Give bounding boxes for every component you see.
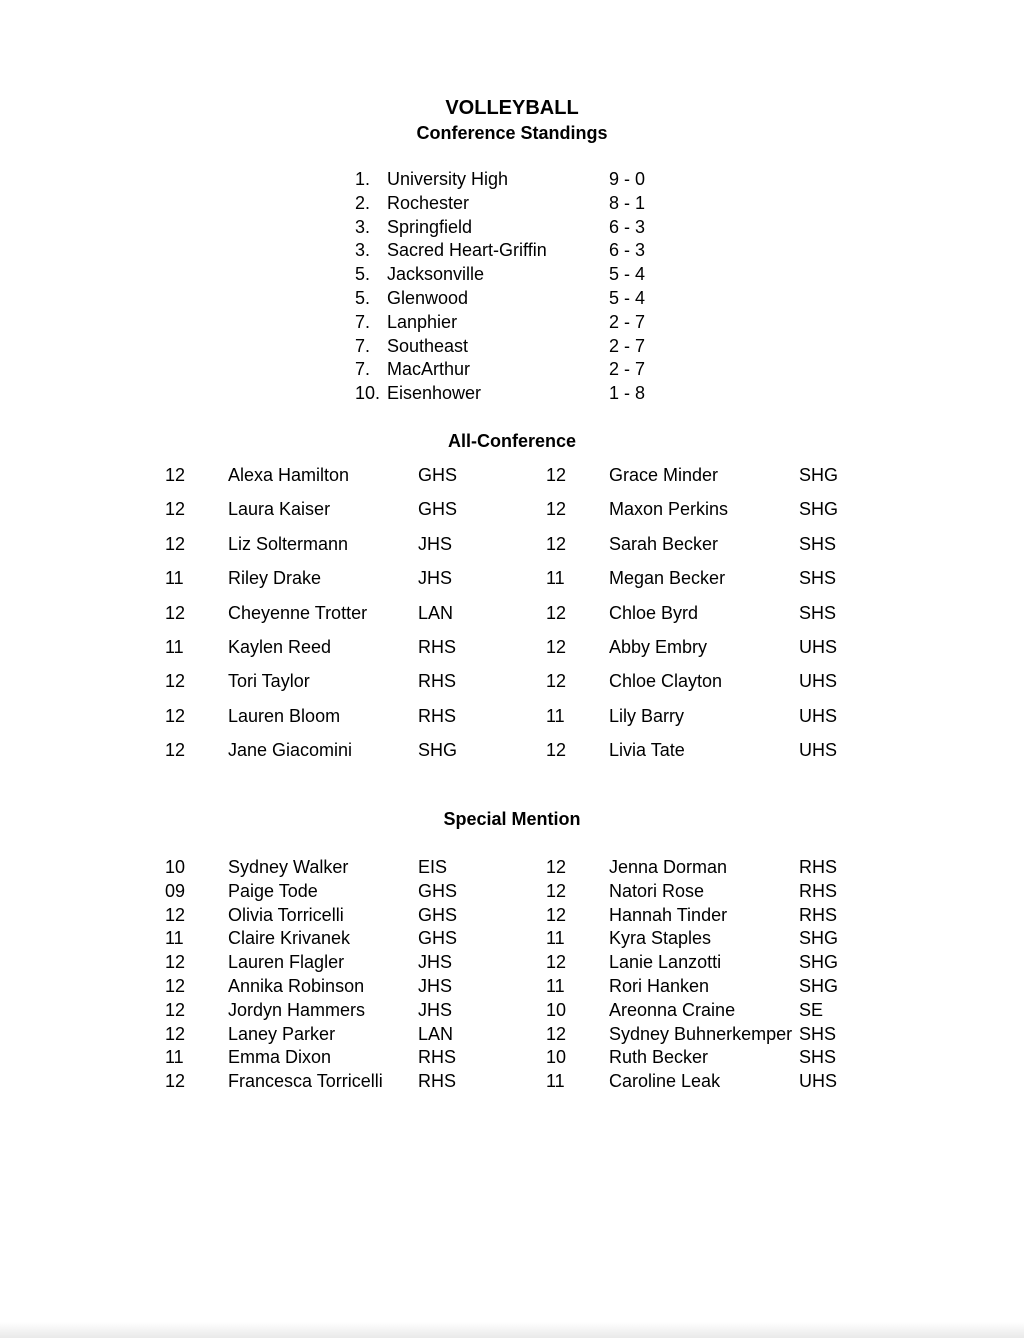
standing-rank: 1.	[355, 169, 371, 189]
player-name: Livia Tate	[609, 740, 685, 761]
standing-record: 5 - 4	[609, 287, 646, 308]
player-name: Abby Embry	[609, 636, 708, 657]
player-grade: 11	[165, 928, 184, 949]
player-school: SHS	[799, 1023, 837, 1044]
standing-row	[355, 192, 675, 216]
player-school: SHS	[799, 1047, 837, 1068]
player-name: Annika Robinson	[228, 975, 365, 996]
player-name: Riley Drake	[228, 568, 322, 589]
roster-row	[165, 636, 865, 670]
special-mention-heading: Special Mention	[443, 809, 581, 829]
standing-row	[355, 358, 675, 382]
standing-rank: 3.	[355, 216, 371, 237]
player-school: SHG	[799, 952, 839, 973]
roster-row	[165, 904, 865, 928]
player-school: LAN	[418, 602, 454, 623]
player-name: Francesca Torricelli	[228, 1071, 383, 1092]
special-mention-list	[165, 856, 865, 1094]
roster-row	[165, 533, 865, 567]
player-school: RHS	[418, 636, 457, 657]
standings-list	[355, 168, 675, 406]
player-grade: 11	[546, 975, 565, 996]
all-conference-heading: All-Conference	[447, 431, 577, 451]
player-grade: 09	[165, 880, 186, 901]
player-name: Sydney Buhnerkemper	[609, 1023, 793, 1044]
player-grade: 12	[165, 1071, 186, 1092]
player-school: SHG	[799, 975, 839, 996]
player-name: Jane Giacomini	[228, 740, 353, 761]
player-name: Lauren Bloom	[228, 705, 341, 726]
player-name: Tori Taylor	[228, 671, 310, 692]
player-name: Kyra Staples	[609, 928, 712, 949]
player-grade: 12	[165, 705, 186, 726]
player-grade: 12	[165, 904, 186, 925]
player-name: Kaylen Reed	[228, 636, 332, 657]
player-grade: 11	[546, 705, 565, 726]
player-name: Megan Becker	[609, 568, 726, 589]
player-grade: 12	[546, 880, 567, 901]
roster-row	[165, 670, 865, 704]
player-school: JHS	[418, 999, 453, 1020]
standing-row	[355, 311, 675, 335]
standing-team: Southeast	[387, 335, 469, 356]
roster-row	[165, 951, 865, 975]
standing-record: 9 - 0	[609, 169, 646, 189]
player-grade: 11	[546, 568, 565, 589]
player-grade: 11	[546, 1071, 565, 1092]
standing-row	[355, 216, 675, 240]
player-grade: 12	[165, 1023, 186, 1044]
standing-row	[355, 168, 675, 192]
roster-row	[165, 1023, 865, 1047]
roster-row	[165, 602, 865, 636]
player-name: Emma Dixon	[228, 1047, 332, 1068]
player-school: SE	[799, 999, 824, 1020]
player-school: RHS	[799, 857, 838, 877]
player-school: RHS	[418, 671, 457, 692]
player-school: EIS	[418, 857, 448, 877]
player-grade: 12	[546, 602, 567, 623]
player-school: SHG	[799, 465, 839, 485]
player-name: Jenna Dorman	[609, 857, 728, 877]
player-school: UHS	[799, 740, 838, 761]
player-school: JHS	[418, 952, 453, 973]
player-grade: 12	[165, 975, 186, 996]
player-grade: 11	[546, 928, 565, 949]
player-school: UHS	[799, 1071, 838, 1092]
roster-row	[165, 975, 865, 999]
standing-record: 6 - 3	[609, 216, 646, 237]
player-school: SHG	[418, 740, 458, 761]
player-grade: 12	[546, 1023, 567, 1044]
standing-record: 2 - 7	[609, 311, 646, 332]
standing-record: 1 - 8	[609, 383, 646, 404]
player-school: GHS	[418, 880, 458, 901]
player-grade: 11	[165, 1047, 184, 1068]
player-name: Sarah Becker	[609, 533, 719, 554]
player-name: Ruth Becker	[609, 1047, 709, 1068]
player-name: Maxon Perkins	[609, 499, 729, 520]
roster-row	[165, 880, 865, 904]
player-grade: 12	[546, 499, 567, 520]
standing-rank: 5.	[355, 287, 371, 308]
standing-team: Rochester	[387, 192, 470, 213]
player-name: Chloe Clayton	[609, 671, 723, 692]
player-school: RHS	[418, 705, 457, 726]
player-grade: 10	[165, 857, 186, 877]
player-school: SHG	[799, 928, 839, 949]
player-grade: 12	[165, 602, 186, 623]
player-school: GHS	[418, 465, 458, 485]
player-grade: 11	[165, 636, 184, 657]
standing-rank: 10.	[355, 383, 381, 404]
player-school: UHS	[799, 671, 838, 692]
roster-row	[165, 1070, 865, 1094]
standing-team: Lanphier	[387, 311, 458, 332]
standing-team: Springfield	[387, 216, 473, 237]
player-school: JHS	[418, 975, 453, 996]
roster-row	[165, 567, 865, 601]
roster-row	[165, 464, 865, 498]
player-name: Laney Parker	[228, 1023, 336, 1044]
player-grade: 12	[165, 499, 186, 520]
standing-row	[355, 239, 675, 263]
player-name: Caroline Leak	[609, 1071, 721, 1092]
player-school: GHS	[418, 904, 458, 925]
player-grade: 10	[546, 1047, 567, 1068]
player-name: Olivia Torricelli	[228, 904, 344, 925]
player-name: Hannah Tinder	[609, 904, 728, 925]
player-school: LAN	[418, 1023, 454, 1044]
standing-rank: 3.	[355, 240, 371, 261]
player-school: GHS	[418, 928, 458, 949]
player-grade: 12	[165, 671, 186, 692]
player-name: Rori Hanken	[609, 975, 710, 996]
player-grade: 12	[165, 952, 186, 973]
player-name: Laura Kaiser	[228, 499, 331, 520]
player-name: Chloe Byrd	[609, 602, 699, 623]
standing-team: Eisenhower	[387, 383, 482, 404]
player-grade: 12	[546, 740, 567, 761]
standing-record: 5 - 4	[609, 264, 646, 285]
player-name: Alexa Hamilton	[228, 465, 350, 485]
player-school: RHS	[799, 904, 838, 925]
player-name: Cheyenne Trotter	[228, 602, 368, 623]
standing-rank: 7.	[355, 359, 371, 380]
player-name: Areonna Craine	[609, 999, 736, 1020]
all-conference-list	[165, 464, 865, 774]
standing-team: MacArthur	[387, 359, 471, 380]
standing-rank: 5.	[355, 264, 371, 285]
roster-row	[165, 927, 865, 951]
player-grade: 12	[165, 999, 186, 1020]
standing-team: Sacred Heart-Griffin	[387, 240, 547, 261]
player-name: Liz Soltermann	[228, 533, 349, 554]
standing-record: 2 - 7	[609, 359, 646, 380]
standing-rank: 2.	[355, 192, 371, 213]
roster-row	[165, 498, 865, 532]
page-bottom-edge	[0, 1322, 1024, 1338]
player-name: Claire Krivanek	[228, 928, 351, 949]
roster-row	[165, 856, 865, 880]
player-grade: 12	[546, 904, 567, 925]
standing-row	[355, 263, 675, 287]
roster-row	[165, 705, 865, 739]
player-school: RHS	[799, 880, 838, 901]
player-name: Paige Tode	[228, 880, 318, 901]
player-grade: 12	[546, 952, 567, 973]
standing-row	[355, 335, 675, 359]
player-school: SHS	[799, 602, 837, 623]
player-school: JHS	[418, 533, 453, 554]
player-grade: 12	[165, 533, 186, 554]
player-name: Jordyn Hammers	[228, 999, 366, 1020]
player-school: RHS	[418, 1071, 457, 1092]
standing-rank: 7.	[355, 335, 371, 356]
player-grade: 12	[165, 465, 186, 485]
roster-row	[165, 999, 865, 1023]
player-grade: 12	[165, 740, 186, 761]
player-school: SHS	[799, 568, 837, 589]
standing-record: 2 - 7	[609, 335, 646, 356]
standing-team: Jacksonville	[387, 264, 485, 285]
player-name: Lily Barry	[609, 705, 685, 726]
standings-heading: Conference Standings	[416, 123, 608, 143]
player-school: SHG	[799, 499, 839, 520]
player-grade: 12	[546, 671, 567, 692]
standing-record: 8 - 1	[609, 192, 646, 213]
player-name: Lauren Flagler	[228, 952, 345, 973]
player-grade: 12	[546, 636, 567, 657]
player-name: Lanie Lanzotti	[609, 952, 722, 973]
standing-row	[355, 287, 675, 311]
standing-team: University High	[387, 169, 509, 189]
player-grade: 11	[165, 568, 184, 589]
player-grade: 12	[546, 857, 567, 877]
roster-row	[165, 1046, 865, 1070]
player-school: UHS	[799, 636, 838, 657]
standing-row	[355, 382, 675, 406]
player-school: JHS	[418, 568, 453, 589]
player-grade: 12	[546, 465, 567, 485]
standing-record: 6 - 3	[609, 240, 646, 261]
player-grade: 10	[546, 999, 567, 1020]
player-name: Natori Rose	[609, 880, 705, 901]
standing-rank: 7.	[355, 311, 371, 332]
player-school: SHS	[799, 533, 837, 554]
player-school: GHS	[418, 499, 458, 520]
roster-row	[165, 739, 865, 773]
standing-team: Glenwood	[387, 287, 469, 308]
player-school: RHS	[418, 1047, 457, 1068]
player-name: Sydney Walker	[228, 857, 349, 877]
player-name: Grace Minder	[609, 465, 719, 485]
player-grade: 12	[546, 533, 567, 554]
page-title: VOLLEYBALL	[445, 97, 579, 119]
player-school: UHS	[799, 705, 838, 726]
